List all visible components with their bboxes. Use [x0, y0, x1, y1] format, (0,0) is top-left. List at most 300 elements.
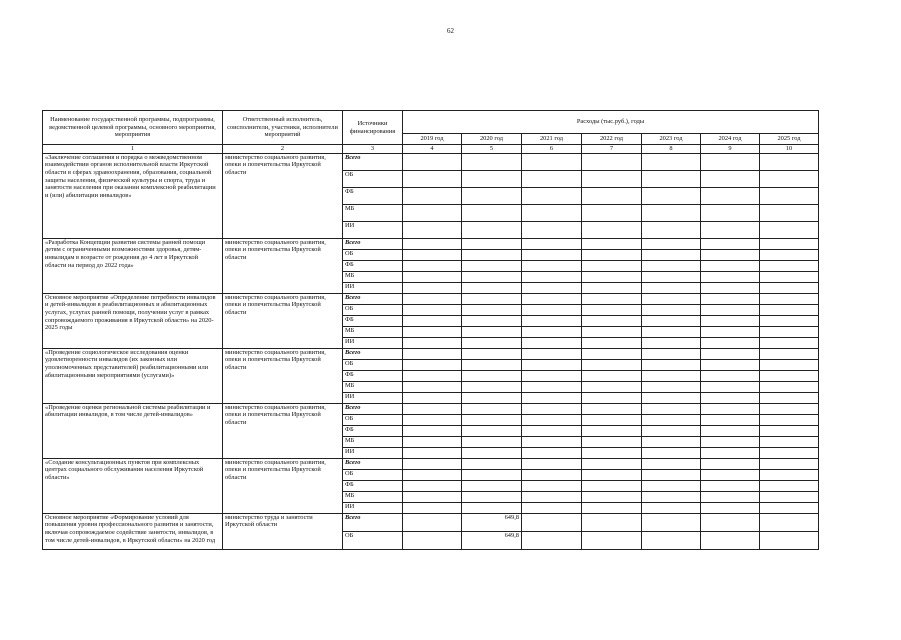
expense-cell — [701, 170, 760, 187]
funding-source: ОБ — [343, 170, 403, 187]
measure-name: «Заключение соглашения и порядка о межведомственном взаимодействии органов исполнительной власти Иркутской области в сферах здравоохранения, образования, социальной защиты населения, физической культуры и спорта, труда и занятости населения при оказании комплексной реабилитации и (или) абилитации инвалидов» — [43, 153, 223, 238]
expense-cell — [403, 469, 462, 480]
expense-cell — [582, 381, 642, 392]
expense-cell — [403, 238, 462, 249]
funding-source: ФБ — [343, 370, 403, 381]
expense-cell — [701, 187, 760, 204]
expense-cell — [642, 304, 701, 315]
expense-cell — [403, 348, 462, 359]
expense-cell — [522, 249, 582, 260]
expense-cell — [462, 260, 522, 271]
expense-cell — [462, 271, 522, 282]
expense-cell — [462, 370, 522, 381]
header-year: 2021 год — [522, 134, 582, 145]
funding-source: ОБ — [343, 414, 403, 425]
expense-cell — [462, 187, 522, 204]
funding-source: Всего — [343, 293, 403, 304]
expense-cell — [701, 392, 760, 403]
expense-cell — [642, 458, 701, 469]
expense-cell — [403, 315, 462, 326]
header-year: 2019 год — [403, 134, 462, 145]
expense-cell — [403, 153, 462, 170]
funding-source: Всего — [343, 458, 403, 469]
expense-cell — [642, 348, 701, 359]
header-expenses: Расходы (тыс.руб.), годы — [403, 111, 819, 134]
funding-source: ИИ — [343, 392, 403, 403]
expense-cell — [403, 271, 462, 282]
funding-source: ФБ — [343, 480, 403, 491]
expense-cell — [701, 271, 760, 282]
expense-cell — [403, 304, 462, 315]
expense-cell — [642, 359, 701, 370]
expense-cell — [403, 282, 462, 293]
executor: министерство социального развития, опеки и попечительства Иркутской области — [223, 403, 343, 458]
expense-cell — [522, 458, 582, 469]
column-number: 3 — [343, 145, 403, 154]
expense-cell — [582, 153, 642, 170]
expense-cell — [403, 326, 462, 337]
expense-cell — [582, 469, 642, 480]
expense-cell — [522, 480, 582, 491]
expense-cell — [760, 502, 819, 513]
expense-cell — [760, 392, 819, 403]
funding-source: Всего — [343, 513, 403, 531]
header-year: 2020 год — [462, 134, 522, 145]
expense-cell — [701, 531, 760, 549]
column-number: 10 — [760, 145, 819, 154]
expense-cell — [522, 425, 582, 436]
expense-cell — [642, 480, 701, 491]
expense-cell — [760, 337, 819, 348]
executor: министерство социального развития, опеки и попечительства Иркутской области — [223, 458, 343, 513]
expense-cell — [522, 502, 582, 513]
funding-source: ФБ — [343, 425, 403, 436]
expense-cell — [701, 425, 760, 436]
expense-cell — [403, 458, 462, 469]
expense-cell — [462, 469, 522, 480]
expense-cell — [522, 221, 582, 238]
expense-cell — [403, 531, 462, 549]
expense-cell — [760, 304, 819, 315]
expense-cell — [403, 414, 462, 425]
expense-cell — [582, 491, 642, 502]
header-year: 2022 год — [582, 134, 642, 145]
expense-cell — [701, 447, 760, 458]
expense-cell — [642, 153, 701, 170]
expense-cell — [701, 249, 760, 260]
expense-cell — [582, 260, 642, 271]
expense-cell — [522, 491, 582, 502]
expense-cell — [403, 403, 462, 414]
expense-cell — [462, 414, 522, 425]
expense-cell — [522, 337, 582, 348]
expense-cell — [760, 293, 819, 304]
expense-cell — [522, 370, 582, 381]
expense-cell — [701, 204, 760, 221]
funding-source: ОБ — [343, 531, 403, 549]
expense-cell — [582, 414, 642, 425]
expense-cell — [701, 304, 760, 315]
expense-cell — [582, 337, 642, 348]
expense-cell — [403, 502, 462, 513]
expense-cell — [582, 221, 642, 238]
expense-cell — [462, 326, 522, 337]
expense-cell — [462, 304, 522, 315]
expense-cell — [522, 469, 582, 480]
expense-cell — [462, 153, 522, 170]
expense-cell — [760, 480, 819, 491]
expense-cell — [701, 326, 760, 337]
expense-cell — [522, 170, 582, 187]
funding-source: МБ — [343, 436, 403, 447]
expense-cell — [701, 238, 760, 249]
expense-cell — [403, 187, 462, 204]
expense-cell — [760, 271, 819, 282]
header-year: 2023 год — [642, 134, 701, 145]
expense-cell — [522, 348, 582, 359]
expense-cell — [403, 447, 462, 458]
table-row — [43, 348, 819, 359]
expense-cell — [403, 359, 462, 370]
column-number: 1 — [43, 145, 223, 154]
expense-cell — [701, 480, 760, 491]
funding-source: ОБ — [343, 469, 403, 480]
table-row — [43, 403, 819, 414]
expense-cell — [522, 282, 582, 293]
expense-cell — [760, 458, 819, 469]
expense-cell — [522, 238, 582, 249]
expense-cell — [582, 425, 642, 436]
expense-cell — [582, 513, 642, 531]
expense-cell — [403, 204, 462, 221]
expense-cell — [642, 249, 701, 260]
funding-source: ИИ — [343, 337, 403, 348]
column-number: 4 — [403, 145, 462, 154]
expense-cell — [462, 480, 522, 491]
expense-cell — [403, 480, 462, 491]
expense-cell — [582, 458, 642, 469]
expense-cell: 649,8 — [462, 513, 522, 531]
header-name: Наименование государственной программы, подпрограммы, ведомственной целевой программы, основного мероприятия, мероприятия — [43, 111, 223, 145]
expense-cell — [462, 348, 522, 359]
column-number: 9 — [701, 145, 760, 154]
expense-cell — [582, 187, 642, 204]
column-number: 5 — [462, 145, 522, 154]
expense-cell — [760, 469, 819, 480]
funding-source: ОБ — [343, 359, 403, 370]
expense-cell — [760, 370, 819, 381]
expense-cell — [701, 458, 760, 469]
expense-cell — [462, 315, 522, 326]
expense-cell — [403, 381, 462, 392]
expense-cell — [760, 315, 819, 326]
funding-source: Всего — [343, 348, 403, 359]
header-source: Источники финансирования — [343, 111, 403, 145]
expense-cell — [642, 425, 701, 436]
funding-source: Всего — [343, 403, 403, 414]
expense-cell — [760, 249, 819, 260]
expense-cell — [582, 348, 642, 359]
expense-cell — [582, 249, 642, 260]
expense-cell — [701, 293, 760, 304]
expense-cell — [522, 204, 582, 221]
expense-cell — [642, 204, 701, 221]
expense-cell — [403, 491, 462, 502]
expense-cell — [642, 370, 701, 381]
measure-name: «Создание консультационных пунктов при комплексных центрах социального обслуживания населения Иркутской области» — [43, 458, 223, 513]
expenditure-table — [42, 110, 819, 550]
expense-cell — [582, 293, 642, 304]
expense-cell — [522, 392, 582, 403]
expense-cell — [701, 315, 760, 326]
expense-cell — [462, 204, 522, 221]
executor: министерство социального развития, опеки и попечительства Иркутской области — [223, 153, 343, 238]
expense-cell — [403, 221, 462, 238]
expense-cell — [701, 221, 760, 238]
funding-source: Всего — [343, 153, 403, 170]
executor: министерство труда и занятости Иркутской области — [223, 513, 343, 549]
expense-cell — [701, 337, 760, 348]
expense-cell — [760, 491, 819, 502]
funding-source: ИИ — [343, 447, 403, 458]
expense-cell — [701, 348, 760, 359]
expense-cell — [462, 425, 522, 436]
funding-source: ФБ — [343, 315, 403, 326]
expense-cell — [522, 381, 582, 392]
funding-source: ИИ — [343, 282, 403, 293]
executor: министерство социального развития, опеки и попечительства Иркутской области — [223, 348, 343, 403]
expense-cell — [522, 436, 582, 447]
funding-source: МБ — [343, 271, 403, 282]
expense-cell — [701, 260, 760, 271]
funding-source: ОБ — [343, 304, 403, 315]
expense-cell — [760, 414, 819, 425]
expense-cell — [582, 282, 642, 293]
funding-source: МБ — [343, 326, 403, 337]
expense-cell — [582, 480, 642, 491]
expense-cell — [582, 204, 642, 221]
page-number: 62 — [447, 27, 454, 35]
expense-cell — [701, 359, 760, 370]
expense-cell — [642, 491, 701, 502]
expense-cell — [760, 204, 819, 221]
expense-cell — [462, 491, 522, 502]
expense-cell — [403, 425, 462, 436]
expense-cell — [462, 458, 522, 469]
expense-cell — [522, 403, 582, 414]
funding-source: ИИ — [343, 502, 403, 513]
expense-cell — [522, 260, 582, 271]
expense-cell — [462, 359, 522, 370]
expense-cell — [462, 249, 522, 260]
expense-cell — [582, 370, 642, 381]
expense-cell — [582, 315, 642, 326]
expense-cell — [760, 221, 819, 238]
funding-source: Всего — [343, 238, 403, 249]
expense-cell — [642, 238, 701, 249]
expense-cell — [642, 403, 701, 414]
expense-cell — [642, 337, 701, 348]
table-row — [43, 238, 819, 249]
expense-cell — [760, 170, 819, 187]
expense-cell — [642, 271, 701, 282]
executor: министерство социального развития, опеки и попечительства Иркутской области — [223, 293, 343, 348]
header-year: 2024 год — [701, 134, 760, 145]
expense-cell — [642, 414, 701, 425]
expense-cell — [403, 392, 462, 403]
expense-cell — [701, 282, 760, 293]
expense-cell — [462, 170, 522, 187]
funding-source: ФБ — [343, 260, 403, 271]
expense-cell — [522, 304, 582, 315]
expense-cell — [582, 304, 642, 315]
expense-cell — [760, 403, 819, 414]
expense-cell — [462, 502, 522, 513]
expense-cell — [403, 513, 462, 531]
expense-cell — [522, 359, 582, 370]
expense-cell — [760, 425, 819, 436]
table-row — [43, 458, 819, 469]
expense-cell — [760, 531, 819, 549]
expense-cell — [522, 315, 582, 326]
expense-cell — [403, 170, 462, 187]
expense-cell — [582, 502, 642, 513]
expense-cell — [642, 447, 701, 458]
expense-cell — [642, 381, 701, 392]
expense-cell — [462, 293, 522, 304]
expense-cell — [760, 260, 819, 271]
table-row — [43, 293, 819, 304]
expense-cell — [582, 170, 642, 187]
measure-name: «Разработка Концепции развития системы ранней помощи детям с ограниченными возможностями здоровья, детям-инвалидам в возрасте от рождения до 4 лет в Иркутской области на период до 2022 года» — [43, 238, 223, 293]
expense-cell — [642, 436, 701, 447]
expense-cell — [582, 238, 642, 249]
expense-cell — [760, 359, 819, 370]
expense-cell — [522, 531, 582, 549]
expense-cell — [642, 392, 701, 403]
expense-cell — [462, 381, 522, 392]
expense-cell — [701, 469, 760, 480]
expense-cell — [701, 153, 760, 170]
expense-cell — [760, 326, 819, 337]
expense-cell — [582, 271, 642, 282]
measure-name: «Проведение социологическое исследования оценки удовлетворенности инвалидов (их законных или уполномоченных представителей) реабилитационными или абилитационными мероприятиями (услугами)» — [43, 348, 223, 403]
expense-cell — [582, 403, 642, 414]
expense-cell — [582, 326, 642, 337]
column-number: 2 — [223, 145, 343, 154]
expense-cell — [701, 436, 760, 447]
funding-source: МБ — [343, 381, 403, 392]
expense-cell — [522, 447, 582, 458]
expense-cell — [642, 502, 701, 513]
expense-cell — [760, 447, 819, 458]
column-number: 6 — [522, 145, 582, 154]
expense-cell — [701, 414, 760, 425]
expense-cell — [403, 293, 462, 304]
expense-cell — [701, 513, 760, 531]
expense-cell — [642, 282, 701, 293]
expense-cell — [403, 260, 462, 271]
funding-source: ОБ — [343, 249, 403, 260]
expense-cell — [403, 337, 462, 348]
expense-cell — [462, 337, 522, 348]
expense-cell — [462, 436, 522, 447]
expense-cell — [642, 221, 701, 238]
column-number: 7 — [582, 145, 642, 154]
measure-name: «Проведение оценки региональной системы реабилитации и абилитации инвалидов, в том числе детей-инвалидов» — [43, 403, 223, 458]
expense-cell — [642, 531, 701, 549]
funding-source: ИИ — [343, 221, 403, 238]
expense-cell — [642, 326, 701, 337]
expense-cell — [642, 513, 701, 531]
expense-cell — [522, 513, 582, 531]
expense-cell — [462, 282, 522, 293]
expense-cell — [760, 153, 819, 170]
expense-cell — [642, 293, 701, 304]
expense-cell — [760, 282, 819, 293]
expense-cell — [701, 491, 760, 502]
expense-cell — [701, 502, 760, 513]
table-row — [43, 153, 819, 170]
expense-cell — [582, 392, 642, 403]
funding-source: МБ — [343, 491, 403, 502]
executor: министерство социального развития, опеки и попечительства Иркутской области — [223, 238, 343, 293]
header-year: 2025 год — [760, 134, 819, 145]
expense-cell — [522, 153, 582, 170]
expense-cell — [462, 221, 522, 238]
expense-cell — [642, 170, 701, 187]
expense-cell — [642, 469, 701, 480]
expense-cell — [403, 370, 462, 381]
expense-cell — [522, 293, 582, 304]
header-executor: Ответственный исполнитель, соисполнители, участники, исполнители мероприятий — [223, 111, 343, 145]
expense-cell — [403, 436, 462, 447]
expense-cell — [522, 326, 582, 337]
funding-source: МБ — [343, 204, 403, 221]
expense-cell — [760, 513, 819, 531]
expense-cell — [582, 359, 642, 370]
expense-cell — [642, 315, 701, 326]
expense-cell — [642, 260, 701, 271]
expense-cell — [760, 238, 819, 249]
expense-cell — [760, 381, 819, 392]
expense-cell — [522, 271, 582, 282]
expense-cell — [582, 531, 642, 549]
measure-name: Основное мероприятие «Формирование условий для повышения уровня профессионального развития и занятости, включая сопровождаемое содействие занятости, инвалидов, в том числе детей-инвалидов, в Иркутской области» на 2020 год — [43, 513, 223, 549]
column-number: 8 — [642, 145, 701, 154]
expense-cell — [701, 370, 760, 381]
expense-cell — [642, 187, 701, 204]
expense-cell — [760, 187, 819, 204]
expense-cell — [462, 238, 522, 249]
expense-cell — [582, 436, 642, 447]
expense-cell — [522, 414, 582, 425]
expense-cell — [462, 447, 522, 458]
expense-cell — [760, 436, 819, 447]
expense-cell — [582, 447, 642, 458]
expense-cell — [522, 187, 582, 204]
expense-cell — [462, 392, 522, 403]
expense-cell — [462, 403, 522, 414]
expense-cell: 649,8 — [462, 531, 522, 549]
expense-cell — [701, 381, 760, 392]
table-row — [43, 513, 819, 531]
expense-cell — [403, 249, 462, 260]
expense-cell — [760, 348, 819, 359]
expense-cell — [701, 403, 760, 414]
funding-source: ФБ — [343, 187, 403, 204]
measure-name: Основное мероприятие «Определение потребности инвалидов и детей-инвалидов в реабилитационных и абилитационных услугах, услугах ранней помощи, получении услуг в рамках сопровождаемого проживания в Иркутской области» на 2020-2025 годы — [43, 293, 223, 348]
